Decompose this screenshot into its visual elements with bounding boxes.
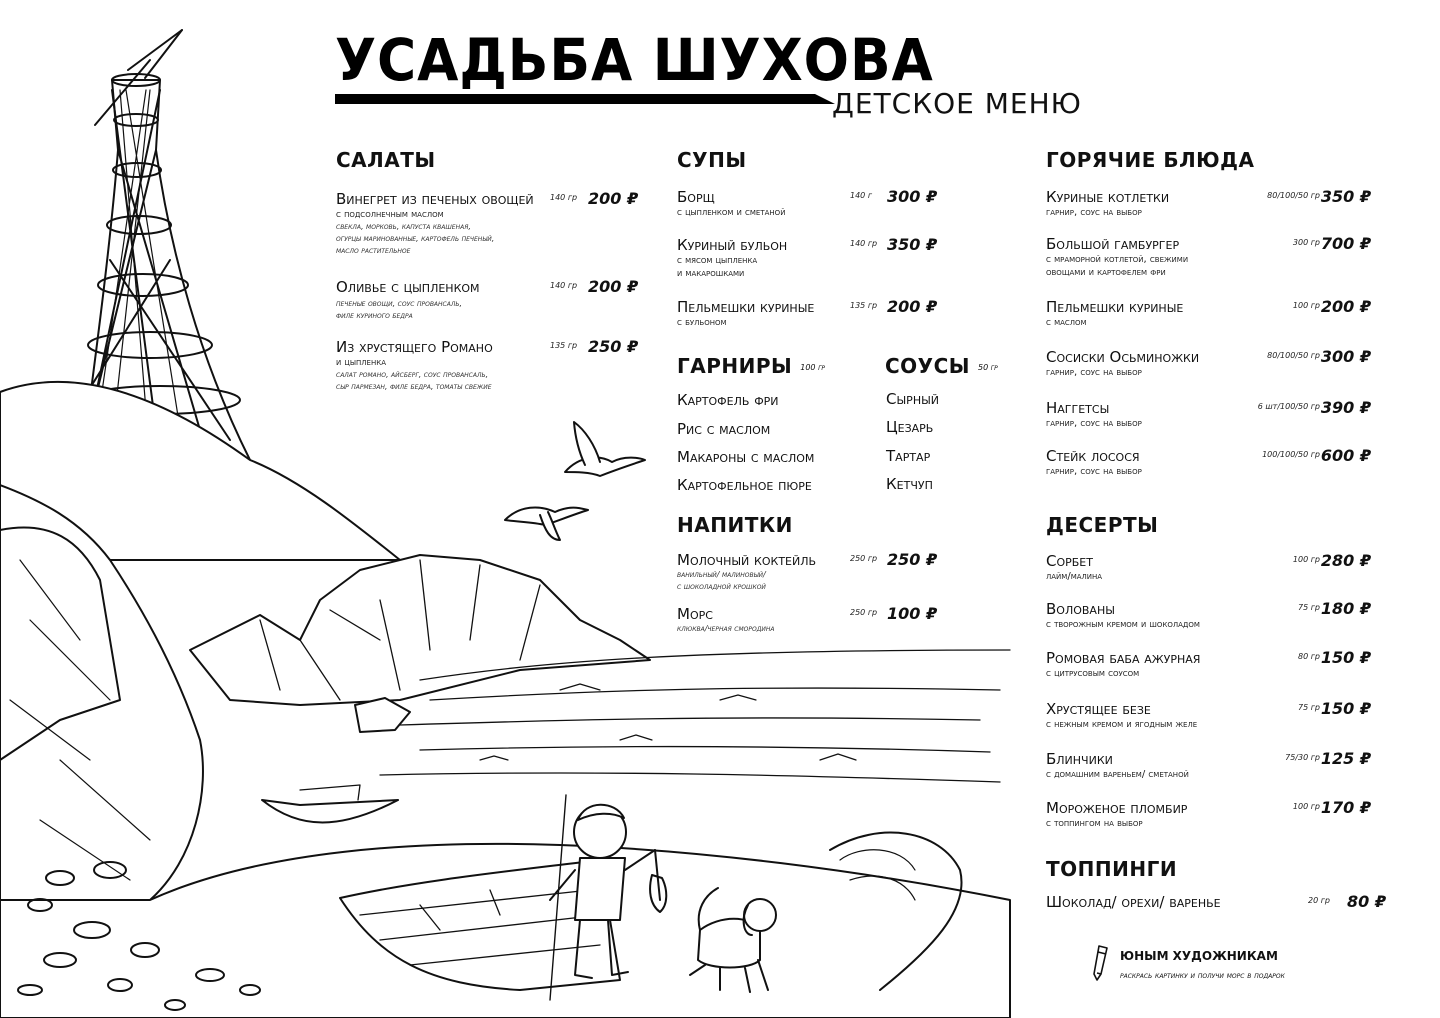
menu-subtitle: ДЕТСКОЕ МЕНЮ	[832, 87, 1082, 120]
menu-item	[677, 551, 937, 593]
list-item: Тартар	[886, 447, 931, 465]
item-weight: 140 г	[850, 191, 873, 200]
item-name: Стейк лосося	[1046, 447, 1140, 465]
item-name: Винегрет из печеных овощей	[336, 190, 534, 208]
item-price: 150 ₽	[1320, 699, 1371, 718]
menu-item	[1046, 799, 1376, 830]
menu-header	[335, 26, 1082, 128]
item-price: 200 ₽	[1320, 297, 1371, 316]
item-price: 180 ₽	[1320, 599, 1371, 618]
seagull-icon	[505, 507, 588, 540]
item-desc: с бульоном	[677, 317, 727, 328]
section-title-desserts: ДЕСЕРТЫ	[1046, 513, 1159, 537]
menu-item	[677, 298, 937, 329]
section-unit: 50 гр	[978, 362, 998, 372]
item-price: 700 ₽	[1320, 234, 1371, 253]
section-unit: 100 гр	[800, 362, 826, 372]
item-weight: 300 гр	[1292, 238, 1320, 247]
restaurant-title: УСАДЬБА ШУХОВА	[335, 26, 934, 94]
section-title-sauces	[885, 354, 998, 380]
item-desc: с маслом	[1046, 317, 1087, 328]
item-name: Шоколад/ орехи/ варенье	[1046, 893, 1221, 911]
item-name: Мороженое пломбир	[1046, 799, 1188, 817]
item-weight: 100/100/50 гр	[1262, 450, 1320, 459]
menu-item	[677, 605, 937, 635]
section-title-soups: СУПЫ	[677, 148, 747, 172]
item-ingredients: масло растительное	[336, 246, 411, 255]
menu-item	[1046, 600, 1376, 631]
item-weight: 100 гр	[1292, 555, 1320, 564]
section-title-garnish	[677, 354, 825, 380]
item-price: 125 ₽	[1320, 749, 1371, 768]
item-price: 600 ₽	[1320, 446, 1371, 465]
section-title-text: ГАРНИРЫ	[677, 354, 793, 378]
item-price: 200 ₽	[588, 189, 639, 208]
young-artists-note	[1092, 944, 1392, 990]
item-price: 280 ₽	[1320, 551, 1371, 570]
item-weight: 75/30 гр	[1285, 753, 1320, 762]
item-desc: ванильный/ малиновый/	[677, 570, 766, 579]
item-name: Морс	[677, 605, 713, 623]
item-desc: лайм/малина	[1046, 571, 1103, 582]
item-name: Большой гамбургер	[1046, 235, 1180, 253]
item-weight: 80 гр	[1297, 652, 1320, 661]
menu-item	[1046, 188, 1376, 219]
item-name: Наггетсы	[1046, 399, 1110, 417]
item-weight: 100 гр	[1292, 802, 1320, 811]
item-weight: 140 гр	[550, 281, 578, 290]
item-name: Ромовая баба ажурная	[1046, 649, 1201, 667]
seagull-icon	[565, 422, 645, 476]
list-item: Макароны с маслом	[677, 448, 815, 466]
item-desc: и цыпленка	[336, 357, 386, 368]
item-weight: 80/100/50 гр	[1267, 191, 1320, 200]
menu-item	[1046, 700, 1376, 731]
item-desc: и макарошками	[677, 268, 745, 279]
item-name: Хрустящее безе	[1046, 700, 1151, 718]
section-title-salads: САЛАТЫ	[336, 148, 436, 172]
item-price: 200 ₽	[588, 277, 639, 296]
item-name: Блинчики	[1046, 750, 1113, 768]
item-price: 350 ₽	[887, 235, 938, 254]
item-weight: 75 гр	[1297, 603, 1320, 612]
menu-item	[1046, 399, 1376, 430]
item-price: 350 ₽	[1320, 187, 1371, 206]
item-desc: с мраморной котлетой, свежими	[1046, 254, 1189, 265]
menu-item	[1046, 447, 1376, 478]
menu-item	[677, 188, 937, 219]
menu-item	[677, 236, 937, 280]
item-desc: с подсолнечным маслом	[336, 209, 444, 220]
item-name: Молочный коктейль	[677, 551, 817, 569]
item-weight: 140 гр	[850, 239, 878, 248]
list-item: Рис с маслом	[677, 420, 771, 438]
item-ingredients: филе куриного бедра	[336, 311, 413, 320]
item-desc: с шоколадной крошкой	[677, 582, 766, 591]
item-weight: 20 гр	[1307, 896, 1330, 905]
item-price: 150 ₽	[1320, 648, 1371, 667]
menu-item	[1046, 750, 1376, 781]
list-item: Картофельное пюре	[677, 476, 812, 494]
menu-item	[1046, 552, 1376, 583]
item-desc: с творожным кремом и шоколадом	[1046, 619, 1200, 630]
menu-item	[1046, 235, 1376, 279]
item-name: Сосиски Осьминожки	[1046, 348, 1200, 366]
item-name: Пельмешки куриные	[1046, 298, 1184, 316]
item-weight: 75 гр	[1297, 703, 1320, 712]
item-desc: гарнир, соус на выбор	[1046, 466, 1142, 477]
item-weight: 250 гр	[850, 554, 878, 563]
section-title-toppings: ТОППИНГИ	[1046, 857, 1178, 881]
item-desc: клюква/черная смородина	[677, 624, 775, 633]
item-weight: 135 гр	[550, 341, 578, 350]
item-name: Куриные котлетки	[1046, 188, 1170, 206]
item-ingredients: салат романо, айсберг, соус провансаль,	[336, 370, 489, 379]
item-ingredients: печеные овощи, соус провансаль,	[336, 299, 463, 308]
item-weight: 100 гр	[1292, 301, 1320, 310]
item-price: 250 ₽	[588, 337, 639, 356]
item-name: Сорбет	[1046, 552, 1093, 570]
item-price: 80 ₽	[1347, 892, 1386, 911]
item-name: Пельмешки куриные	[677, 298, 815, 316]
menu-item	[1046, 348, 1376, 379]
list-item: Цезарь	[886, 418, 934, 436]
item-price: 390 ₽	[1320, 398, 1371, 417]
section-title-hot: ГОРЯЧИЕ БЛЮДА	[1046, 148, 1255, 172]
item-weight: 80/100/50 гр	[1267, 351, 1320, 360]
item-price: 200 ₽	[887, 297, 938, 316]
item-desc: с цыпленком и сметаной	[677, 207, 786, 218]
item-name: Оливье с цыпленком	[336, 278, 480, 296]
item-weight: 140 гр	[550, 193, 578, 202]
list-item: Сырный	[886, 390, 940, 408]
item-name: Куриный бульон	[677, 236, 788, 254]
menu-item	[1046, 298, 1376, 329]
item-name: Борщ	[677, 188, 715, 206]
item-price: 250 ₽	[887, 550, 938, 569]
item-price: 100 ₽	[887, 604, 938, 623]
item-ingredients: свекла, морковь, капуста квашеная,	[336, 222, 471, 231]
item-desc: гарнир, соус на выбор	[1046, 418, 1142, 429]
section-title-drinks: НАПИТКИ	[677, 513, 793, 537]
list-item: Картофель фри	[677, 391, 779, 409]
item-ingredients: огурцы маринованные, картофель печеный,	[336, 234, 495, 243]
artists-title: ЮНЫМ ХУДОЖНИКАМ	[1120, 949, 1278, 963]
item-weight: 250 гр	[850, 608, 878, 617]
item-desc: с мясом цыпленка	[677, 255, 758, 266]
menu-item	[1046, 649, 1376, 680]
item-desc: с цитрусовым соусом	[1046, 668, 1140, 679]
menu-item	[336, 337, 639, 393]
item-desc: гарнир, соус на выбор	[1046, 367, 1142, 378]
menu-item	[336, 277, 639, 322]
item-desc: с нежным кремом и ягодным желе	[1046, 719, 1198, 730]
item-desc: с топпингом на выбор	[1046, 818, 1143, 829]
item-price: 170 ₽	[1320, 798, 1371, 817]
artists-subtitle: раскрась картинку и получи морс в подарок	[1120, 971, 1285, 981]
pencil-icon	[1092, 944, 1114, 984]
item-name: Из хрустящего Романо	[336, 338, 493, 356]
item-desc: овощами и картофелем фри	[1046, 267, 1166, 278]
item-weight: 6 шт/100/50 гр	[1257, 402, 1320, 411]
menu-item	[1046, 893, 1386, 911]
item-desc: гарнир, соус на выбор	[1046, 207, 1142, 218]
list-item: Кетчуп	[886, 475, 933, 493]
item-price: 300 ₽	[887, 187, 938, 206]
item-ingredients: сыр пармезан, филе бедра, томаты свежие	[336, 382, 492, 391]
item-price: 300 ₽	[1320, 347, 1371, 366]
item-name: Волованы	[1046, 600, 1115, 618]
item-weight: 135 гр	[850, 301, 878, 310]
title-underline	[335, 94, 835, 104]
section-title-text: СОУСЫ	[885, 354, 970, 378]
menu-item	[336, 189, 639, 257]
item-desc: с домашним вареньем/ сметаной	[1046, 769, 1189, 780]
